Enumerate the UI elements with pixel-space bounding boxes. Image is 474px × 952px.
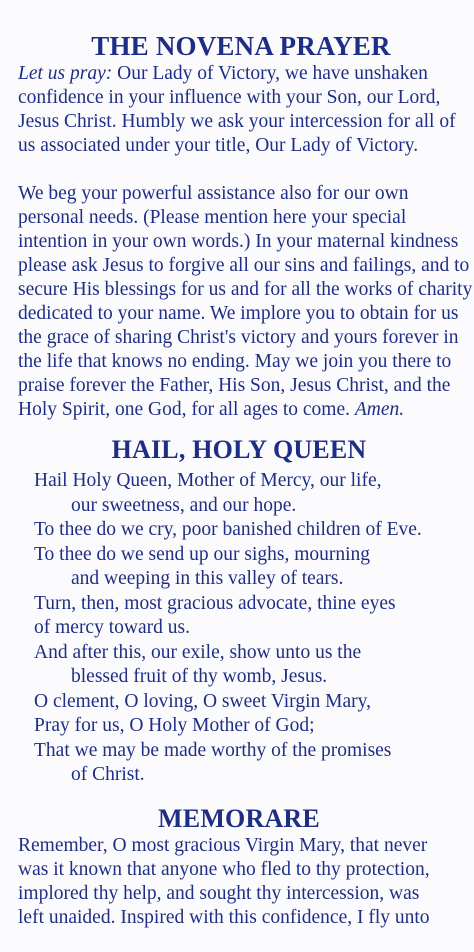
memorare-line: was it known that anyone who fled to thy protection, <box>18 858 430 880</box>
memorare-line: implored thy help, and sought thy intercession, was <box>18 882 420 904</box>
novena-p1-line: confidence in your influence with your Son, our Lord, <box>18 87 441 108</box>
novena-p2-line: praise forever the Father, His Son, Jesus Christ, and the <box>18 375 451 396</box>
novena-p2-line: please ask Jesus to forgive all our sins and failings, and to <box>18 255 470 276</box>
novena-p1-line: us associated under your title, Our Lady of Victory. <box>18 135 419 156</box>
memorare-line: Remember, O most gracious Virgin Mary, that never <box>18 834 428 856</box>
novena-p2-line: intention in your own words.) In your maternal kindness <box>18 231 459 252</box>
poem-line: To thee do we cry, poor banished children of Eve. <box>34 519 422 540</box>
poem-line: That we may be made worthy of the promises <box>34 739 392 761</box>
memorare-title: MEMORARE <box>158 803 320 833</box>
memorare-section <box>18 803 460 930</box>
novena-paragraph-1 <box>18 62 460 158</box>
poem-line: O clement, O loving, O sweet Virgin Mary, <box>34 690 371 712</box>
poem-line: And after this, our exile, show unto us the <box>34 641 362 663</box>
poem-line: Pray for us, O Holy Mother of God; <box>34 715 315 736</box>
memorare-line: left unaided. Inspired with this confidence, I fly unto <box>18 906 430 928</box>
memorare-paragraph <box>18 834 460 930</box>
poem-line: Hail Holy Queen, Mother of Mercy, our life, <box>34 470 382 491</box>
novena-p2-line: Holy Spirit, one God, for all ages to come. Amen. <box>18 399 405 420</box>
novena-prayer-title: THE NOVENA PRAYER <box>91 31 391 61</box>
poem-line-indented: our sweetness, and our hope. <box>71 494 297 516</box>
novena-paragraph-2 <box>18 182 473 422</box>
novena-p2-line: the grace of sharing Christ's victory and yours forever in <box>18 327 459 348</box>
poem-line: Turn, then, most gracious advocate, thine eyes <box>34 592 396 614</box>
novena-p2-line: We beg your powerful assistance also for our own <box>18 183 409 204</box>
poem-line-indented: of Christ. <box>71 764 145 785</box>
amen-text: Amen. <box>354 399 405 420</box>
poem-line: To thee do we send up our sighs, mourning <box>34 543 371 565</box>
hail-holy-queen-section <box>18 434 460 788</box>
novena-p2-line: personal needs. (Please mention here your special <box>18 207 407 228</box>
novena-p2-line: secure His blessings for us and for all the works of charity <box>18 279 473 300</box>
novena-lead-text: Let us pray: <box>18 63 113 84</box>
hail-holy-queen-text <box>34 469 460 788</box>
novena-p1-line: Jesus Christ. Humbly we ask your intercession for all of <box>18 111 456 132</box>
novena-prayer-section <box>18 30 473 422</box>
novena-p2-line: the life that knows no ending. May we join you there to <box>18 351 452 372</box>
poem-line-indented: blessed fruit of thy womb, Jesus. <box>71 666 328 687</box>
poem-line-indented: and weeping in this valley of tears. <box>71 568 344 589</box>
poem-line: of mercy toward us. <box>34 617 190 638</box>
novena-p1-line: Let us pray: Our Lady of Victory, we have unshaken <box>18 63 428 84</box>
hail-holy-queen-title: HAIL, HOLY QUEEN <box>111 435 367 464</box>
novena-p2-line: dedicated to your name. We implore you to obtain for us <box>18 303 459 324</box>
